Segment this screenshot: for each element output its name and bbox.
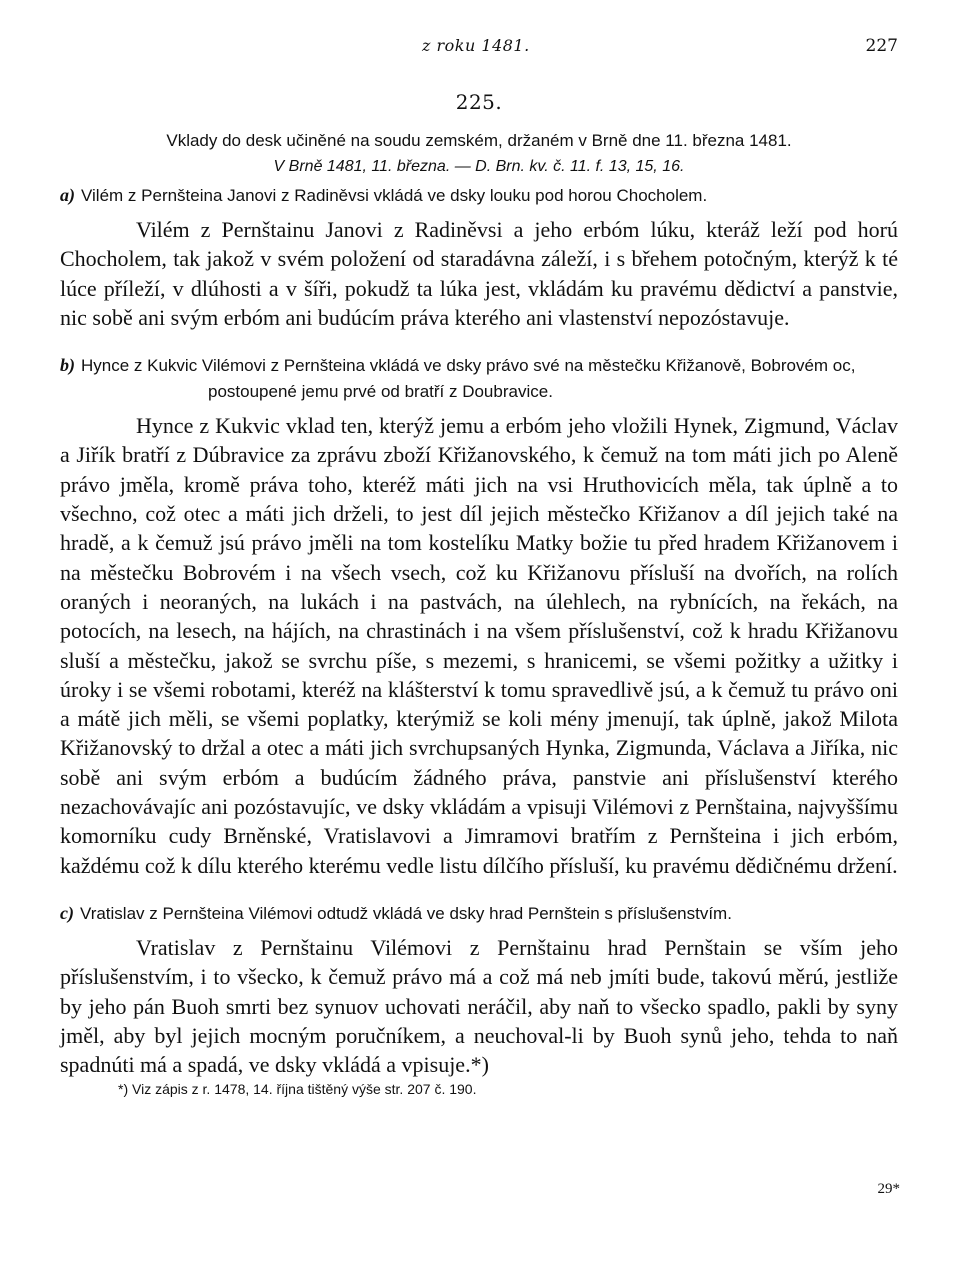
- section-regest-text: Vratislav z Pernšteina Vilémovi odtudž vkládá ve dsky hrad Pernštein s příslušenstvím.: [79, 903, 732, 923]
- section-letter: b): [60, 355, 75, 376]
- document-title: Vklady do desk učiněné na soudu zemském, držaném v Brně dne 11. března 1481.: [166, 131, 792, 150]
- document-source: V Brně 1481, 11. března. — D. Brn. kv. č. 11. f. 13, 15, 16.: [273, 158, 685, 175]
- footnote: *) Viz zápis z r. 1478, 14. října tištěný výše str. 207 č. 190.: [118, 1081, 477, 1098]
- section-regest: [60, 900, 898, 927]
- section-body-text: Hynce z Kukvic vklad ten, kterýž jemu a erbóm jeho vložili Hynek, Zigmund, Václav a Jiřík bratří z Dúbravice za zprávu zboží Křižanovského, k čemuž na tom máti jich po Aleně právo jměla, kromě práva toho, kteréž máti jich na vsi Hruthovicích měla, tak úplně a to všechno, což otec a máti jich drželi, to jest díl jejich městečko Křižanov a díl jejich také na hradě, a k čemuž jsú právo jměli na tom kostelíku Matky božie tu před hradem Křižanovem i na městečku Bobrovém i na všech vsech, což ku Křižanovu přísluší na dvořích, na rolích oraných i neoraných, na lukách i na pastvách, na úlehlech, na rybnících, na řekách, na potocích, na lesech, na hájích, na chrastinách i na všem příslušenství, což k hradu Křižanovu sluší a městečku, jakož se svrchu píše, s mezemi, s hranicemi, se všemi požitky a užitky i úroky i se všemi robotami, kteréž na klášterství k tomu spravedlivě jsú, a k čemuž tu právo oni a mátě jich měli, se všemi poplatky, kterýmiž se koli mény jmenují, tak úplně, jakož Milota Křižanovský to držal a otec a máti jich svrchupsaných Hynka, Zigmunda, Václava a Jiříka, nic sobě ani svým erbóm a budúcím žádného práva, panstvie ani příslušenství kterého nezachovávajíc ani pozóstavujíc, ve dsky vkládám a vpisuji Vilémovi z Pernštaina, najvyššímu komorníku cudy Brněnské, Vratislavovi a Jimramovi bratřím z Pernšteina i jich erbóm, každému což k dílu kterého kterému vedle listu dílčího přísluší, ku pravému dědičnému držení.: [60, 413, 898, 878]
- section-letter: a): [60, 185, 75, 205]
- section-letter: c): [60, 902, 74, 923]
- running-title: z roku 1481.: [422, 36, 530, 55]
- section-regest: [60, 352, 898, 405]
- section-regest: [60, 182, 898, 209]
- signature-mark: 29*: [877, 1181, 900, 1197]
- section-a: [60, 182, 898, 332]
- section-regest-text: Vilém z Pernšteina Janovi z Radiněvsi vkládá ve dsky louku pod horou Chocholem.: [81, 186, 708, 205]
- running-head: [60, 32, 898, 60]
- section-body-text: Vilém z Pernštainu Janovi z Radiněvsi a jeho erbóm lúku, kteráž leží pod horú Chocholem, tak jakož v svém položení od staradávna záleží, i s břehem potočným, kterýž k té lúce příleží, v dlúhosti a v šíři, pokudž ta lúka jest, vkládám ku pravému dědictví a panstvie, nic sobě ani svým erbóm ani budúcím práva kterého ani vlastenství nepozóstavuje.: [60, 217, 898, 330]
- book-page: [60, 32, 898, 1099]
- section-c: [60, 900, 898, 1079]
- section-body-text: Vratislav z Pernštainu Vilémovi z Pernštainu hrad Pernštain se vším jeho příslušenstvím, i to všecko, k čemuž právo má a což má neb jmíti bude, takovú měrú, jestliže by jeho pán Buoh smrti bez synuov uchovati neráčil, aby naň to všecko spadlo, pakli by syny jměl, aby byl jejich mocným poručníkem, a neuchoval-li by Buoh synů jeho, tehda to naň spadnúti má a spadá, ve dsky vkládá a vpisuje.*): [60, 934, 898, 1078]
- page-number: 227: [865, 36, 898, 56]
- document-number: 225.: [455, 90, 503, 114]
- section-b: [60, 352, 898, 880]
- section-regest-text: Hynce z Kukvic Vilémovi z Pernšteina vkládá ve dsky právo své na městečku Křižanově, Bobrovém oc, postoupené jemu prvé od bratří z Doubravice.: [81, 356, 856, 402]
